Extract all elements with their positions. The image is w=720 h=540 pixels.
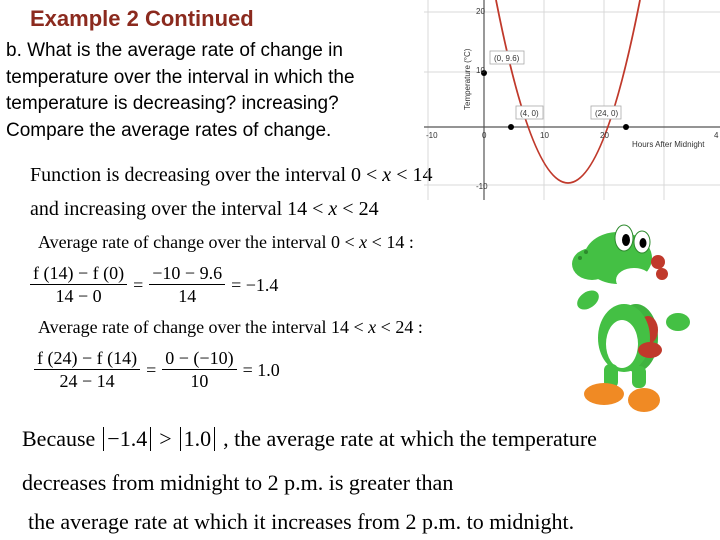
rate-result: = −1.4 xyxy=(231,275,279,295)
rate-equation-increasing: $\frac{f (24) - f (14)}{24 - 14}$ = $\frac{0 - (-10)}{10}$ = 1.0 xyxy=(34,348,280,392)
question-line: b. What is the average rate of change in xyxy=(6,40,343,61)
point-label-a: (0, 9.6) xyxy=(494,54,520,63)
decreasing-statement: Function is decreasing over the interval 0 < x < 14 xyxy=(30,164,433,186)
x-tick-0: 0 xyxy=(482,131,487,140)
rate-equation-decreasing: $\frac{f (14) - f (0)}{14 - 0}$ = $\frac{-10 - 9.6}{14}$ = −1.4 xyxy=(30,263,278,307)
question-line: temperature is decreasing? increasing? xyxy=(6,93,339,114)
x-axis-label: Hours After Midnight xyxy=(632,140,705,149)
question-text xyxy=(6,38,426,144)
rate-result: = 1.0 xyxy=(242,360,280,380)
y-tick-20: 20 xyxy=(476,7,485,16)
point-marker xyxy=(508,124,514,130)
temperature-curve xyxy=(496,0,640,183)
question-line: Compare the average rates of change. xyxy=(6,119,332,141)
rate-label-increasing: Average rate of change over the interval 14 < x < 24 : xyxy=(38,317,423,337)
increasing-statement: and increasing over the interval 14 < x < 24 xyxy=(30,198,379,220)
point-marker xyxy=(623,124,629,130)
y-tick-10: 10 xyxy=(476,66,485,75)
y-axis-label: Temperature (°C) xyxy=(463,48,472,110)
question-line: temperature over the interval in which the xyxy=(6,66,355,88)
fraction: $\frac{0 - (-10)}{10}$ xyxy=(162,348,236,392)
temperature-graph xyxy=(424,0,720,200)
fraction: $\frac{-10 - 9.6}{14}$ xyxy=(149,263,225,307)
x-tick-10: 10 xyxy=(540,131,549,140)
conclusion-line-1: Because −1.4 > 1.0 , the average rate at which the temperature xyxy=(22,426,597,451)
slide-title: Example 2 Continued xyxy=(30,6,254,31)
fraction: $\frac{f (14) - f (0)}{14 - 0}$ xyxy=(30,263,127,307)
y-tick-neg10: -10 xyxy=(476,182,488,191)
conclusion-line-3: the average rate at which it increases from 2 p.m. to midnight. xyxy=(28,509,575,534)
x-tick-20: 20 xyxy=(600,131,609,140)
point-label-b: (4, 0) xyxy=(520,109,539,118)
fraction: $\frac{f (24) - f (14)}{24 - 14}$ xyxy=(34,348,140,392)
x-tick-neg10: -10 xyxy=(426,131,438,140)
rate-label-decreasing: Average rate of change over the interval 0 < x < 14 : xyxy=(38,232,414,252)
point-label-c: (24, 0) xyxy=(595,109,619,118)
x-tick-4: 4 xyxy=(714,131,719,140)
yoshi-illustration xyxy=(566,218,696,414)
absolute-value: 1.0 xyxy=(180,427,216,451)
conclusion-line-2: decreases from midnight to 2 p.m. is greater than xyxy=(22,470,454,495)
absolute-value: −1.4 xyxy=(103,427,151,451)
